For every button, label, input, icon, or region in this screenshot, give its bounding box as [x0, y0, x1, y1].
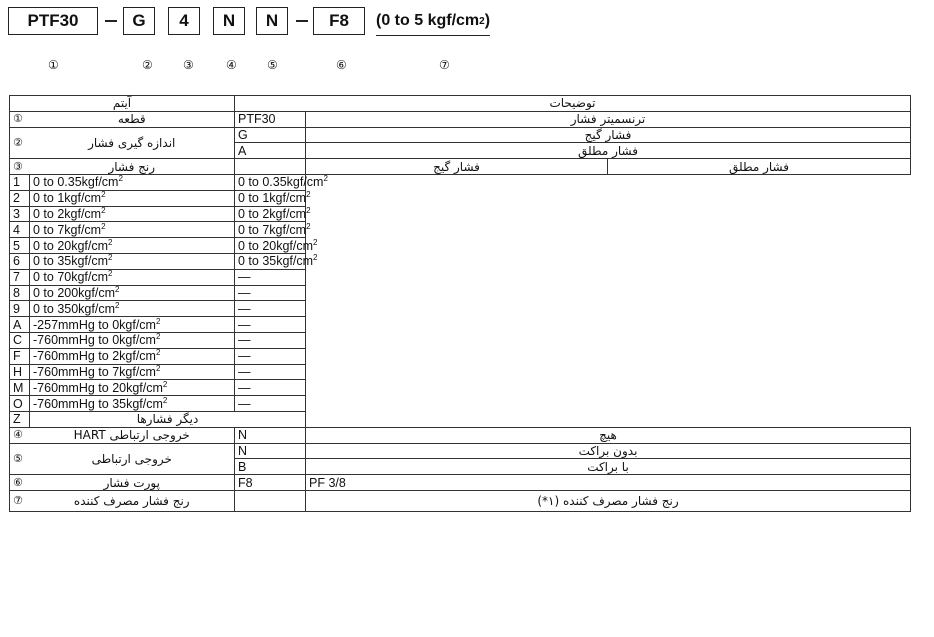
range-row: [10, 285, 911, 301]
range-code: A: [10, 317, 30, 333]
unit-superscript: 2: [323, 174, 328, 184]
range-absolute: [235, 317, 306, 333]
range-code: M: [10, 380, 30, 396]
range-code: 3: [10, 206, 30, 222]
row-desc: دیگر فشارها: [30, 411, 306, 427]
range-absolute: [235, 174, 328, 190]
range-absolute: [235, 205, 311, 222]
unit-superscript: 2: [115, 300, 120, 310]
range-absolute-value: 0 to 0.35kgf/cm: [238, 175, 324, 190]
range-gauge-value: 0 to 7kgf/cm: [33, 222, 102, 237]
row-item: خروجی ارتباطی: [30, 443, 235, 475]
row-desc: PF 3/8: [306, 475, 911, 491]
range-code: O: [10, 396, 30, 412]
table-row: [10, 443, 911, 459]
marker-7: ⑦: [439, 58, 450, 72]
row-number: ①: [10, 111, 30, 127]
code-box-port: F8: [313, 7, 365, 35]
range-absolute: [235, 332, 306, 348]
unit-superscript: 2: [155, 316, 161, 326]
range-gauge-value: -760mmHg to 20kgf/cm: [33, 380, 163, 395]
row-code: N: [235, 427, 306, 443]
range-absolute: [235, 285, 306, 301]
row-code: N: [235, 443, 306, 459]
range-row: [10, 238, 911, 254]
range-gauge-value: 0 to 0.35kgf/cm: [33, 175, 119, 190]
row-number: ⑤: [10, 443, 30, 475]
row-item: اندازه گیری فشار: [30, 127, 235, 159]
header-description: توضیحات: [235, 96, 911, 112]
range-absolute-value: —: [238, 285, 251, 300]
unit-superscript: 2: [101, 205, 106, 215]
table-row: [10, 427, 911, 443]
range-absolute-value: —: [238, 317, 251, 332]
row-code: A: [235, 143, 306, 159]
row-desc: فشار گیج: [306, 127, 911, 143]
range-gauge: [30, 332, 235, 348]
range-absolute: [235, 190, 311, 206]
range-code: 1: [10, 174, 30, 190]
header-item: آیتم: [10, 96, 235, 112]
range-gauge: [30, 317, 235, 333]
range-note-sup: 2: [479, 15, 485, 27]
marker-4: ④: [226, 58, 237, 72]
row-desc: با براکت: [306, 459, 911, 475]
row-desc: ترنسمیتر فشار: [306, 111, 911, 127]
range-gauge-value: -760mmHg to 35kgf/cm: [33, 396, 163, 411]
unit-superscript: 2: [115, 284, 120, 294]
row-number: ⑥: [10, 475, 30, 491]
unit-superscript: 2: [118, 174, 123, 184]
marker-5: ⑤: [267, 58, 278, 72]
table-row: [10, 490, 911, 511]
range-gauge-value: -760mmHg to 0kgf/cm: [33, 333, 156, 348]
range-absolute-value: —: [238, 349, 251, 364]
row-number: ⑦: [10, 490, 30, 511]
table-row: [10, 127, 911, 143]
range-row: [10, 206, 911, 222]
range-gauge-value: 0 to 35kgf/cm: [33, 254, 109, 269]
code-box-range: 4: [168, 7, 200, 35]
range-absolute: [235, 396, 306, 412]
row-desc: بدون براکت: [306, 443, 911, 459]
range-row: [10, 364, 911, 380]
range-gauge: [30, 380, 235, 396]
unit-superscript: 2: [108, 253, 113, 263]
range-code: 2: [10, 190, 30, 206]
range-code: 6: [10, 253, 30, 269]
code-box-model: PTF30: [8, 7, 98, 35]
code-box-hart: N: [213, 7, 245, 35]
unit-superscript: 2: [313, 237, 318, 247]
range-absolute-value: —: [238, 380, 251, 395]
range-gauge: [30, 206, 235, 222]
row-code: F8: [235, 475, 306, 491]
unit-superscript: 2: [155, 363, 161, 373]
range-absolute-value: —: [238, 364, 251, 379]
unit-superscript: 2: [162, 395, 168, 405]
range-absolute-value: 0 to 2kgf/cm: [238, 206, 307, 221]
code-box-measurement: G: [123, 7, 155, 35]
table-row: [10, 111, 911, 127]
row-item: رنج فشار: [30, 159, 235, 175]
unit-superscript: 2: [313, 253, 318, 263]
range-gauge-value: 0 to 2kgf/cm: [33, 206, 102, 221]
range-absolute-value: —: [238, 333, 251, 348]
range-absolute-value: 0 to 1kgf/cm: [238, 191, 307, 206]
row-item: قطعه: [30, 111, 235, 127]
range-row: [10, 380, 911, 396]
subheader-absolute: فشار مطلق: [608, 159, 911, 175]
unit-superscript: 2: [108, 237, 113, 247]
range-gauge: [30, 396, 235, 412]
unit-superscript: 2: [101, 190, 106, 200]
range-absolute: [235, 221, 311, 238]
range-absolute-value: —: [238, 270, 251, 285]
unit-superscript: 2: [155, 347, 161, 357]
range-note-text: (0 to 5 kgf/cm: [376, 12, 480, 29]
range-absolute-value: 0 to 35kgf/cm: [238, 254, 314, 269]
code-dash: [105, 20, 117, 22]
range-code: F: [10, 348, 30, 364]
unit-superscript: 2: [101, 221, 106, 231]
range-absolute: [235, 348, 306, 364]
row-desc: فشار مطلق: [306, 143, 911, 159]
range-code: 4: [10, 222, 30, 238]
marker-1: ①: [48, 58, 59, 72]
range-gauge: [30, 269, 235, 285]
code-dash: [296, 20, 308, 22]
row-code: [235, 490, 306, 511]
range-code: 7: [10, 269, 30, 285]
row-code: G: [235, 127, 306, 143]
unit-superscript: 2: [155, 332, 161, 342]
range-gauge-value: 0 to 70kgf/cm: [33, 270, 109, 285]
range-gauge: [30, 174, 235, 190]
user-range-note: [376, 7, 490, 36]
range-gauge: [30, 364, 235, 380]
table-header-row: [10, 96, 911, 112]
range-row: [10, 174, 911, 190]
range-absolute: [235, 301, 306, 317]
range-absolute: [235, 380, 306, 396]
range-row: [10, 269, 911, 285]
spec-table: [9, 95, 911, 512]
marker-6: ⑥: [336, 58, 347, 72]
range-gauge-value: -760mmHg to 2kgf/cm: [33, 349, 156, 364]
range-gauge: [30, 301, 235, 317]
range-absolute-value: —: [238, 396, 251, 411]
range-absolute-value: 0 to 7kgf/cm: [238, 222, 307, 237]
range-gauge-value: 0 to 350kgf/cm: [33, 301, 115, 316]
row-code: B: [235, 459, 306, 475]
range-gauge: [30, 253, 235, 269]
unit-superscript: 2: [306, 221, 311, 231]
range-gauge: [30, 238, 235, 254]
subheader-gauge: فشار گیج: [306, 159, 608, 175]
range-gauge-value: 0 to 20kgf/cm: [33, 238, 109, 253]
range-row: [10, 348, 911, 364]
range-row: [10, 317, 911, 333]
row-number: ②: [10, 127, 30, 159]
range-gauge-value: 0 to 200kgf/cm: [33, 285, 115, 300]
range-gauge-value: 0 to 1kgf/cm: [33, 191, 102, 206]
row-code: Z: [10, 411, 30, 427]
range-gauge-value: -760mmHg to 7kgf/cm: [33, 364, 156, 379]
range-gauge: [30, 285, 235, 301]
unit-superscript: 2: [162, 379, 168, 389]
row-number: ③: [10, 159, 30, 175]
code-box-output: N: [256, 7, 288, 35]
row-item: رنج فشار مصرف کننده: [30, 490, 235, 511]
range-gauge: [30, 348, 235, 364]
range-code: 9: [10, 301, 30, 317]
range-absolute: [235, 237, 318, 254]
unit-superscript: 2: [306, 205, 311, 215]
range-gauge: [30, 222, 235, 238]
unit-superscript: 2: [306, 190, 311, 200]
row-number: ④: [10, 427, 30, 443]
unit-superscript: 2: [108, 269, 113, 278]
range-absolute: [235, 269, 306, 285]
range-absolute: [235, 253, 318, 269]
range-row: [10, 396, 911, 412]
row-item: خروجی ارتباطی HART: [30, 427, 235, 443]
table-row: [10, 475, 911, 491]
range-code: H: [10, 364, 30, 380]
table-row: [10, 159, 911, 175]
range-gauge-value: -257mmHg to 0kgf/cm: [33, 317, 156, 332]
range-absolute-value: —: [238, 301, 251, 316]
range-row: [10, 190, 911, 206]
range-note-end: ): [484, 12, 491, 29]
marker-3: ③: [183, 58, 194, 72]
row-desc: رنج فشار مصرف کننده (۱*): [306, 490, 911, 511]
marker-2: ②: [142, 58, 153, 72]
row-code: PTF30: [235, 111, 306, 127]
range-row: [10, 301, 911, 317]
range-absolute: [235, 364, 306, 380]
row-code-empty: [235, 159, 306, 175]
range-absolute-value: 0 to 20kgf/cm: [238, 238, 314, 253]
range-row: [10, 332, 911, 348]
row-item: پورت فشار: [30, 475, 235, 491]
range-code: 8: [10, 285, 30, 301]
range-gauge: [30, 190, 235, 206]
table-row: [10, 411, 911, 427]
range-row: [10, 222, 911, 238]
range-code: C: [10, 332, 30, 348]
row-desc: هیچ: [306, 427, 911, 443]
range-code: 5: [10, 238, 30, 254]
range-row: [10, 253, 911, 269]
